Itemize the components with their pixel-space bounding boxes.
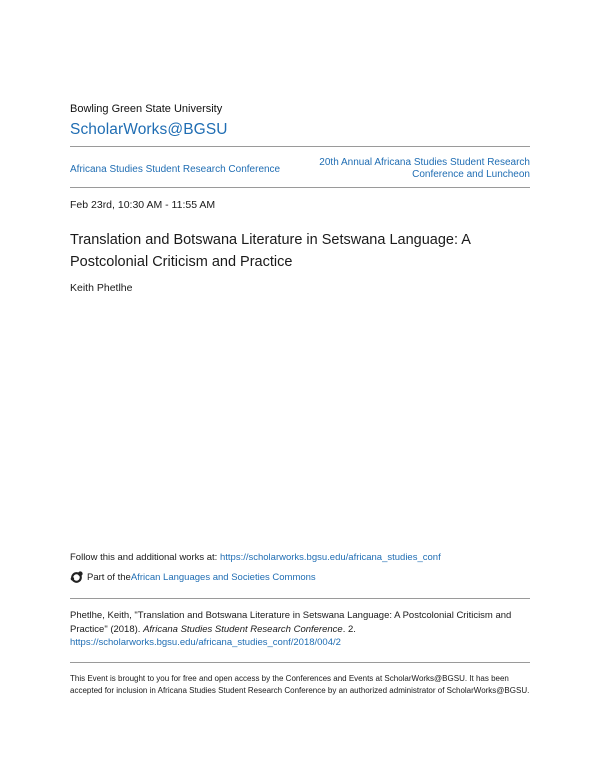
breadcrumb-divider	[70, 187, 530, 188]
citation-number: . 2.	[342, 623, 356, 635]
citation-journal: Africana Studies Student Research Conference	[143, 623, 343, 635]
breadcrumb-event-link[interactable]: 20th Annual Africana Studies Student Research Conference and Luncheon	[319, 157, 530, 180]
header-divider	[70, 146, 530, 147]
access-notice: This Event is brought to you for free and open access by the Conferences and Events at ScholarWorks@BGSU. It has been accepted for inclusion in Africana Studies Student Research Conference by an authorized administrator of ScholarWorks@BGSU.	[70, 674, 530, 695]
part-of-line	[70, 571, 316, 584]
network-commons-icon	[70, 571, 83, 584]
citation-divider	[70, 598, 530, 599]
breadcrumb-conference-link[interactable]: Africana Studies Student Research Conference	[70, 164, 281, 175]
recommended-citation	[70, 609, 540, 650]
scholarworks-logo-link[interactable]: ScholarWorks@BGSU	[70, 121, 228, 138]
part-of-prefix: Part of the	[87, 572, 131, 583]
follow-prefix: Follow this and additional works at:	[70, 552, 220, 563]
citation-text: Phetlhe, Keith, "Translation and Botswana Literature in Setswana Language: A Postcolonial Criticism and Practice" (2018).	[70, 610, 512, 635]
event-datetime: Feb 23rd, 10:30 AM - 11:55 AM	[70, 199, 216, 211]
notice-divider	[70, 662, 530, 663]
page-title: Translation and Botswana Literature in Setswana Language: A Postcolonial Criticism and Practice	[70, 232, 471, 270]
commons-link[interactable]: African Languages and Societies Commons	[130, 572, 316, 583]
author-name: Keith Phetlhe	[70, 282, 133, 294]
follow-url-link[interactable]: https://scholarworks.bgsu.edu/africana_studies_conf	[219, 552, 441, 563]
citation-url-link[interactable]: https://scholarworks.bgsu.edu/africana_studies_conf/2018/004/2	[70, 637, 341, 648]
follow-line	[70, 552, 441, 563]
university-name: Bowling Green State University	[70, 103, 223, 115]
